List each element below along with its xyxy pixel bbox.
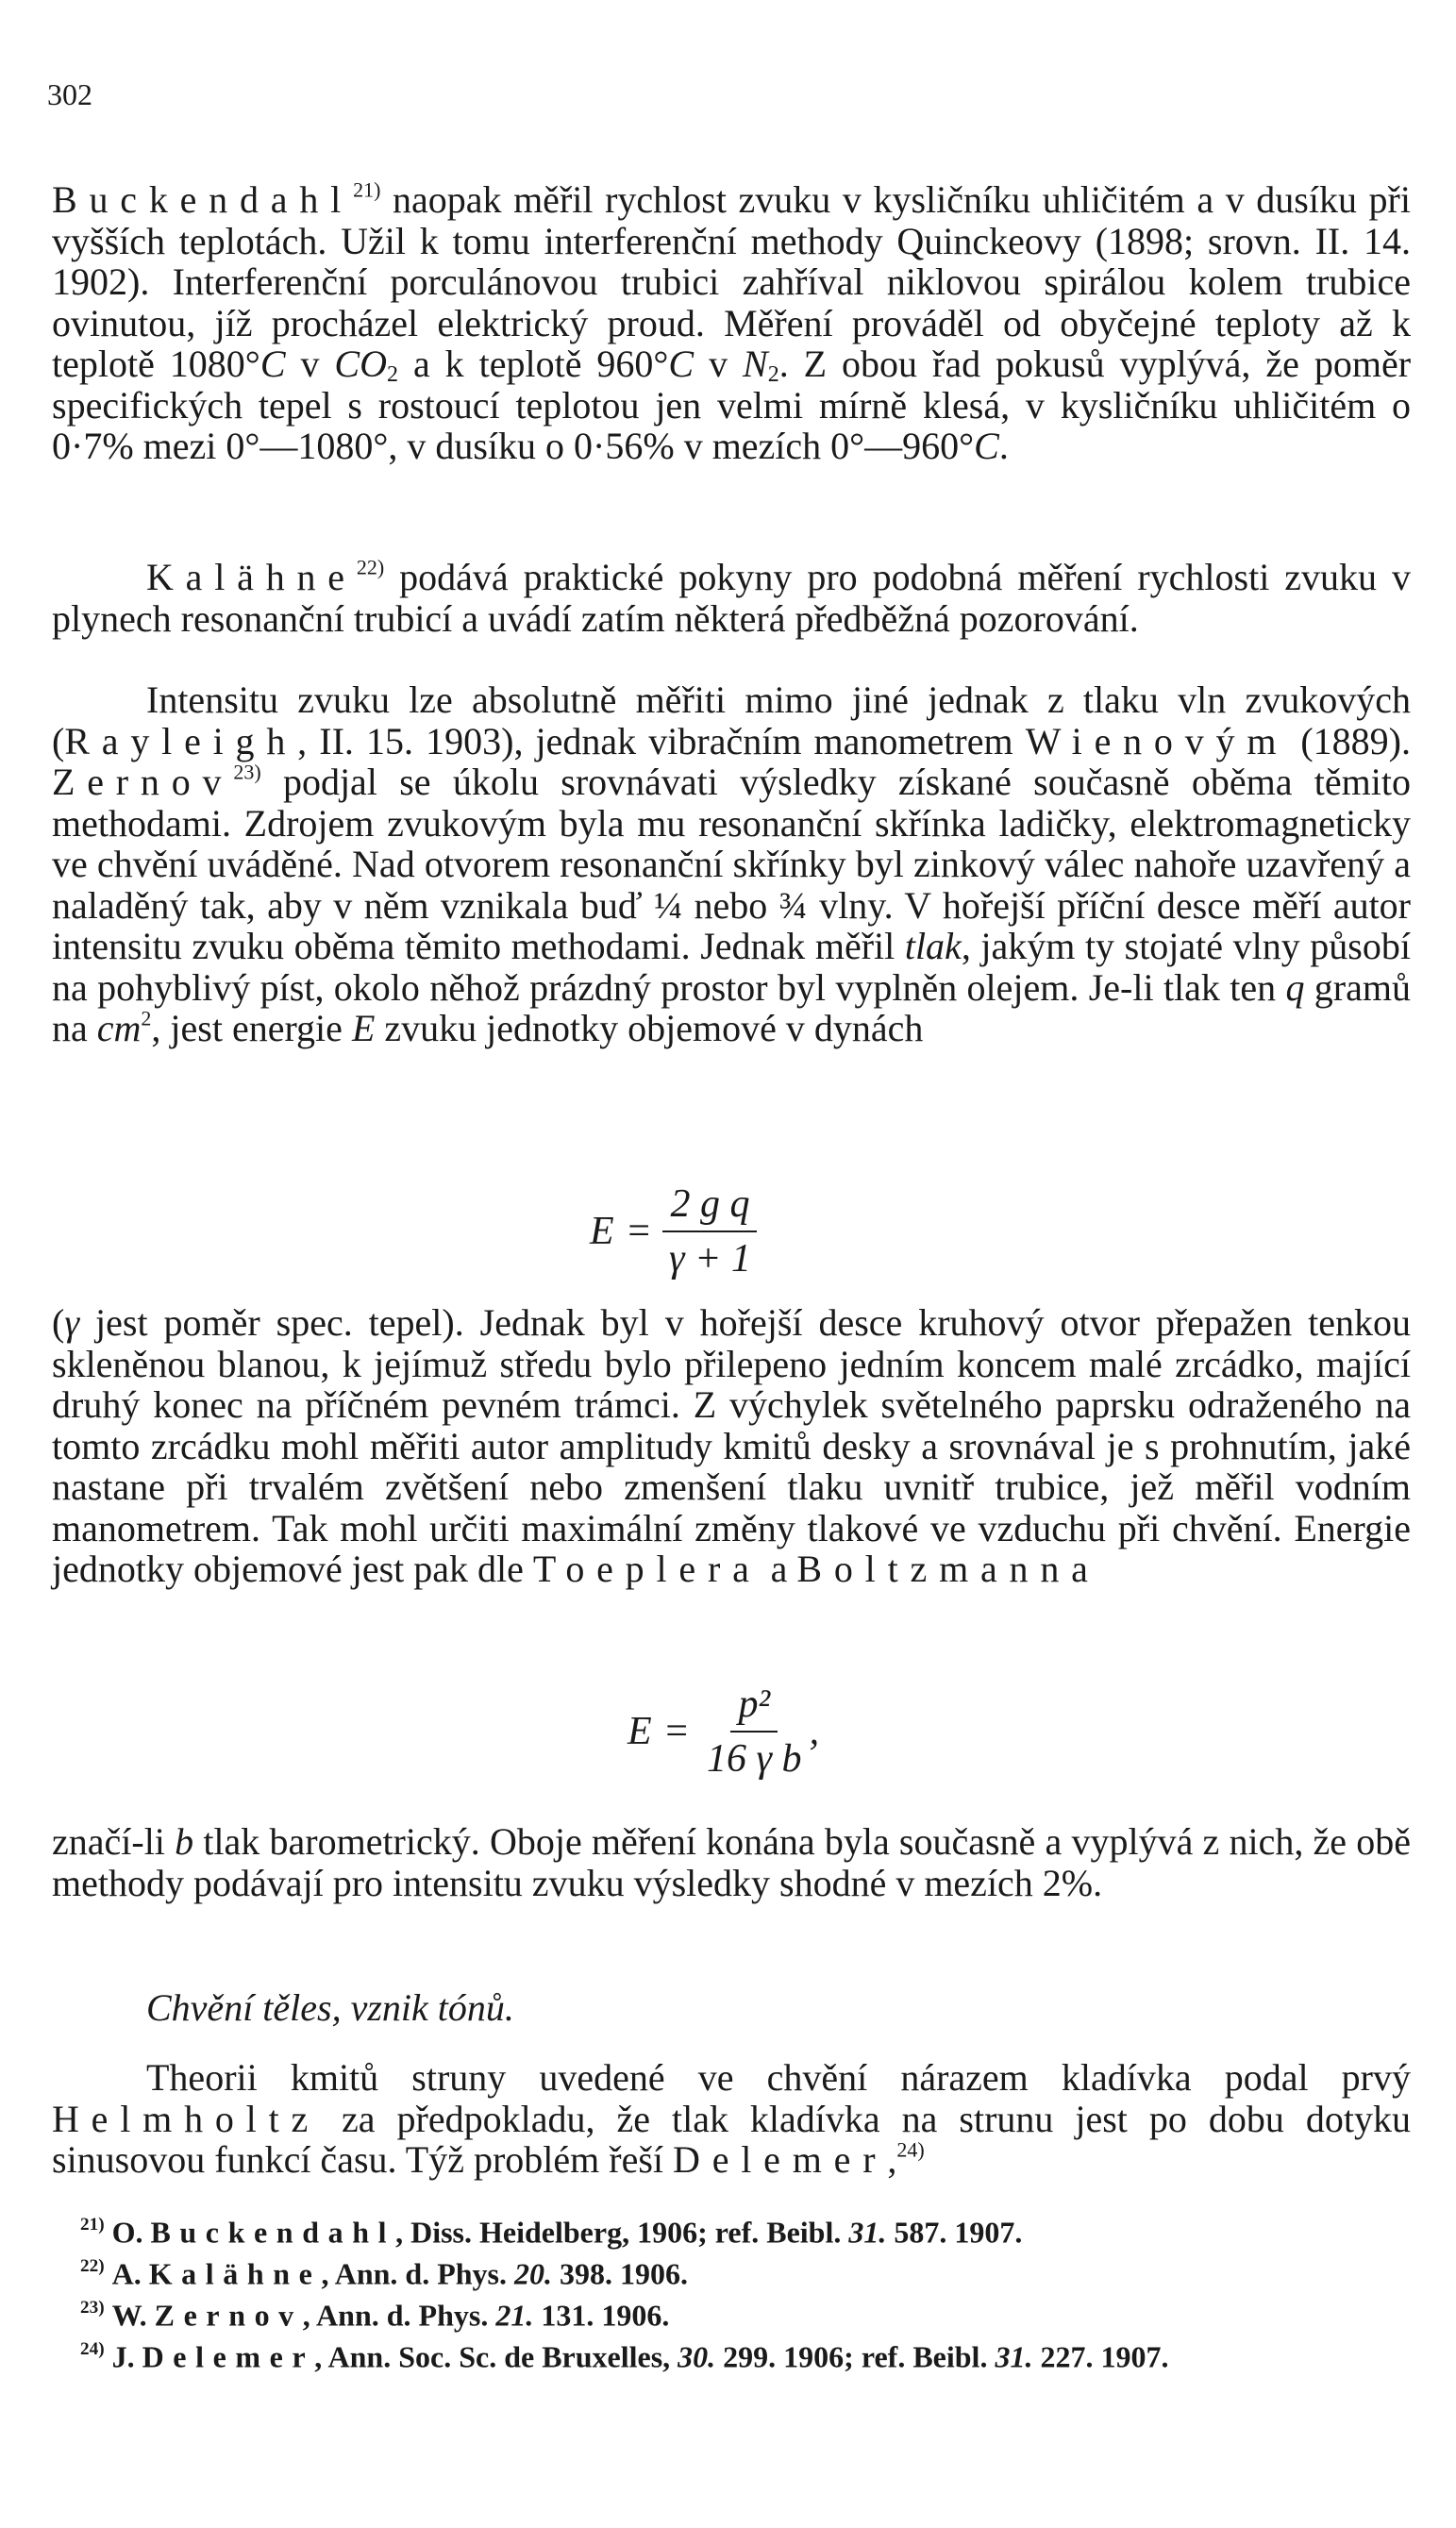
segment-name: Toeplera	[532, 1548, 761, 1590]
segment-name: Zernov	[52, 761, 234, 803]
segment-name: Helmholtz	[52, 2097, 321, 2140]
paragraph	[52, 179, 1411, 467]
paragraph	[52, 679, 1411, 1049]
footnote	[80, 2208, 1411, 2249]
segment-name: Wienovým	[1025, 719, 1289, 762]
formula-numerator: 2 g q	[662, 1181, 757, 1232]
footnote-text: 398. 1906.	[552, 2256, 688, 2291]
section-heading: Chvění těles, vznik tónů.	[146, 1986, 514, 2029]
formula-numerator: p²	[730, 1682, 778, 1733]
footnote-number: 24)	[80, 2339, 105, 2359]
segment-text: 2	[767, 361, 779, 387]
segment-text: v	[285, 343, 335, 385]
segment-name: Kalähne	[146, 556, 357, 598]
footnote-text: , Ann. d. Phys.	[302, 2298, 496, 2333]
paragraph-text	[52, 557, 1411, 639]
segment-text: za předpokladu, že tlak kladívka na strunu jest po dobu dotyku sinusovou funkcí času. Týž problém řeší	[52, 2097, 1411, 2181]
segment-text: C	[668, 343, 695, 385]
segment-text: (	[52, 1301, 65, 1344]
segment-text: a k teplotě 960°	[398, 343, 669, 385]
segment-text: CO	[334, 343, 387, 385]
segment-text: (1889).	[1288, 719, 1411, 762]
footnote-name: Kalähne	[148, 2256, 322, 2291]
segment-text: jest poměr spec. tepel). Jednak byl v hořejší desce kruhový otvor přepažen tenkou skleněnou blanou, k jejímuž středu bylo přilepeno jedním koncem malé zrcádko, mající druhý konec na příčném pevném trámci. Z výchylek světelného paprsku odraženého na tomto zrcádku mohl měřiti autor amplitudy kmitů desky a srovnával je s prohnutím, jaké nastane při trvalém zvětšení nebo zmenšení tlaku uvnitř trubice, jež měřil vodním manometrem. Tak mohl určiti maximální změny tlakové ve vzduchu při chvění. Energie jednotky objemové jest pak dle	[52, 1301, 1411, 1590]
segment-text: značí-li	[52, 1820, 176, 1863]
footnote-text: O.	[111, 2215, 151, 2250]
formula-fraction	[661, 1181, 759, 1281]
footnote-text: 299. 1906; ref. Beibl.	[715, 2339, 996, 2374]
footnote-name: Zernov	[154, 2298, 303, 2333]
formula-lhs: E	[590, 1210, 614, 1253]
footnote-number: 22)	[80, 2256, 105, 2276]
footnote-name: Buckendahl	[150, 2215, 396, 2250]
formula-energy-amplitude	[628, 1682, 819, 1782]
footnote-number: 21)	[80, 2215, 105, 2235]
formula-denominator: γ + 1	[669, 1237, 751, 1281]
segment-text: podjal se úkolu srovnávati výsledky získané současně oběma těmito methodami. Zdrojem zvukovým byla mu resonanční skřínka ladičky, elektromagneticky ve chvění uváděné. Nad otvorem resonanční skřínky byl zinkový válec nahoře uzavřený a naladěný tak, aby v něm vznikala buď ¼ nebo ¾ vlny. V hořejší příční desce měří autor intensitu zvuku oběma těmito methodami. Jednak měřil	[52, 761, 1411, 967]
paragraph	[52, 1302, 1411, 1590]
paragraph-text	[52, 1821, 1411, 1903]
segment-text: cm	[96, 1007, 142, 1049]
segment-text: E	[351, 1007, 376, 1049]
paragraph-text	[52, 179, 1411, 467]
segment-text: tlak barometrický. Oboje měření konána byla současně a vyplývá z nich, že obě methody podávají pro intensitu zvuku výsledky shodné v mezích 2%.	[52, 1820, 1411, 1904]
segment-text: C	[259, 343, 286, 385]
formula-equals: =	[662, 1710, 690, 1753]
segment-ref: 24)	[896, 2137, 925, 2162]
footnote-number: 23)	[80, 2298, 105, 2318]
footnote-text: 20.	[514, 2256, 552, 2291]
segment-name: Rayleigh	[64, 719, 298, 762]
footnote-name: Delemer	[142, 2339, 315, 2374]
footnote-text: A.	[111, 2256, 149, 2291]
footnote-text: 31.	[848, 2215, 887, 2250]
footnote-text: 227. 1907.	[1032, 2339, 1169, 2374]
footnote	[80, 2333, 1411, 2373]
segment-name: Buckendahl	[52, 178, 354, 221]
segment-text: naopak měřil rychlost zvuku v kysličníku uhličitém a v dusíku při vyšších teplotách. Užil k tomu interferenční methody Quinckeovy (1898; srovn. II. 14. 1902). Interferenční porculánovou trubici zahříval niklovou spirálou kolem trubice ovinutou, jíž procházel elektrický proud. Měření prováděl od obyčejné teploty až k teplotě 1080°	[52, 178, 1411, 385]
footnote-text: 587. 1907.	[886, 2215, 1023, 2250]
segment-text: v	[694, 343, 744, 385]
segment-text: . Z obou řad pokusů vyplývá, že poměr specifických tepel s rostoucí teplotou jen velmi mírně klesá, v kysličníku uhličitém o 0·7% mezi 0°—1080°, v dusíku o 0·56% v mezích 0°—960°	[52, 343, 1412, 467]
segment-text: tlak	[904, 925, 962, 967]
paragraph-text	[52, 1302, 1411, 1590]
segment-text: zvuku jednotky objemové v dynách	[375, 1007, 924, 1049]
footnote-text: , Ann. d. Phys.	[321, 2256, 514, 2291]
segment-text: N	[743, 343, 768, 385]
footnote-text: W.	[111, 2298, 155, 2333]
formula-comma: ,	[809, 1710, 820, 1753]
segment-text: Intensitu zvuku lze absolutně měřiti mimo jiné jednak z tlaku vln zvukových (	[52, 678, 1411, 762]
page-number: 302	[47, 77, 92, 111]
paragraph-text	[52, 2057, 1411, 2181]
footnote-text: 31.	[995, 2339, 1033, 2374]
footnote	[80, 2291, 1411, 2332]
segment-text: ,	[887, 2138, 897, 2181]
segment-ref: 2	[141, 1006, 152, 1030]
segment-text: .	[998, 425, 1009, 467]
paragraph-text	[52, 679, 1411, 1049]
paragraph	[52, 557, 1411, 639]
segment-text: , jakým ty stojaté vlny působí na pohyblivý píst, okolo něhož prázdný prostor byl vyplněn olejem. Je-li tlak ten	[52, 925, 1411, 1009]
segment-text: Theorii kmitů struny uvedené ve chvění nárazem kladívka podal prvý	[146, 2056, 1411, 2099]
paragraph	[52, 1821, 1411, 1903]
segment-text: γ	[64, 1301, 80, 1344]
segment-text: , jest energie	[151, 1007, 352, 1049]
formula-denominator: 16 γ b	[707, 1737, 802, 1781]
formula-energy-pressure	[590, 1181, 759, 1281]
footnote-text: 30.	[678, 2339, 716, 2374]
segment-text: b	[175, 1820, 194, 1863]
segment-text: podává praktické pokyny pro podobná měření rychlosti zvuku v plynech resonanční trubicí a uvádí zatím některá předběžná pozorování.	[52, 556, 1411, 640]
formula-fraction	[699, 1682, 810, 1782]
formula-lhs: E	[628, 1710, 652, 1753]
footnote-text: , Diss. Heidelberg, 1906; ref. Beibl.	[395, 2215, 849, 2250]
segment-text: gramů na	[52, 965, 1411, 1049]
segment-name: Boltzmanna	[796, 1548, 1100, 1590]
footnote-text: , Ann. Soc. Sc. de Bruxelles,	[314, 2339, 678, 2374]
segment-name: Delemer	[673, 2138, 888, 2181]
footnote-text: 21.	[495, 2298, 534, 2333]
segment-text: 2	[387, 361, 398, 387]
segment-ref: 21)	[353, 177, 381, 202]
paragraph	[52, 2057, 1411, 2181]
footnote	[80, 2250, 1411, 2290]
footnote-text: 131. 1906.	[533, 2298, 670, 2333]
formula-equals: =	[625, 1210, 652, 1253]
segment-ref: 22)	[356, 555, 385, 579]
segment-text: C	[974, 425, 999, 467]
segment-ref: 23)	[233, 760, 261, 784]
footnote-text: J.	[111, 2339, 142, 2374]
segment-text: q	[1285, 965, 1305, 1009]
segment-text: a	[761, 1548, 797, 1590]
segment-text: , II. 15. 1903), jednak vibračním manometrem	[297, 719, 1026, 762]
